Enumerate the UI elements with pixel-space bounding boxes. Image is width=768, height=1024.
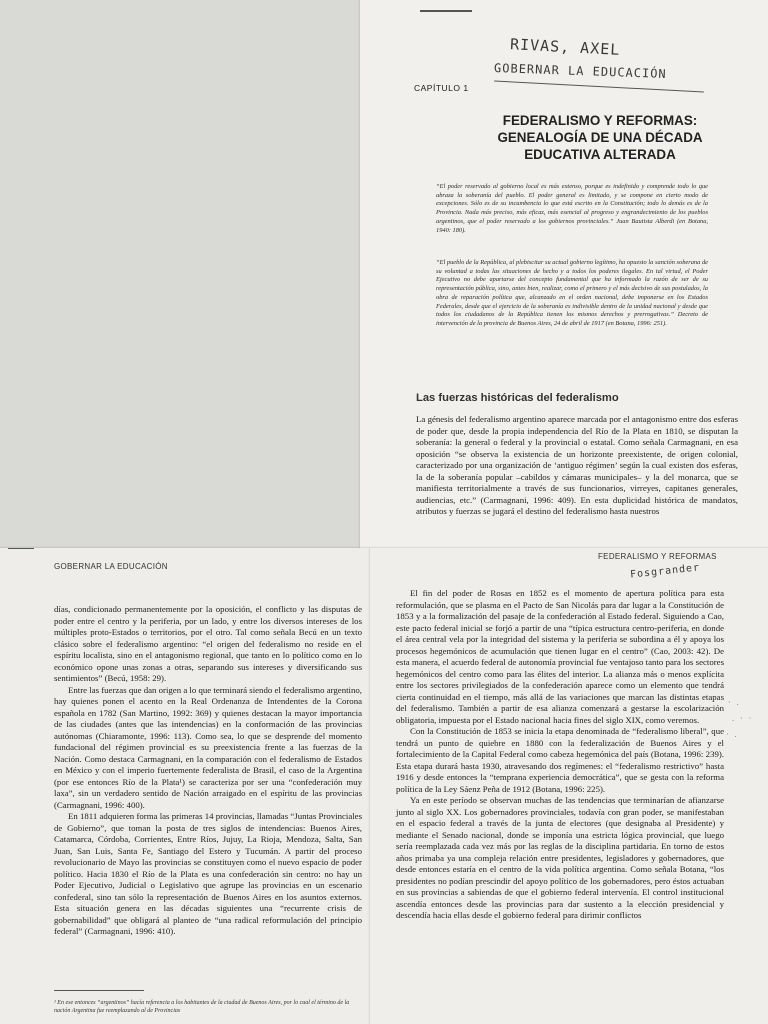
chapter-title-line-1: FEDERALISMO Y REFORMAS: xyxy=(502,113,698,128)
chapter-title-line-3: EDUCATIVA ALTERADA xyxy=(524,147,676,162)
handwritten-title-note: GOBERNAR LA EDUCACIÓN xyxy=(493,60,667,82)
handwritten-underline xyxy=(494,81,704,93)
running-head-left: GOBERNAR LA EDUCACIÓN xyxy=(54,562,168,571)
left-page-body xyxy=(54,604,362,938)
left-paragraph-2: Entre las fuerzas que dan origen a lo que terminará siendo el federalismo argentino, hay quienes ponen el acento en la Real Ordenanza de Intendentes de la Corona española en 1782 (San Martino, 1992: 369) y quienes destacan la mayor importancia de las ciudades (antes que las intendencias) en la conformación de las provincias autónomas (Chiaramonte, 1996: 113). Como sea, lo que se desprende del momento fundacional del régimen provincial es su preexistencia frente a las fuerzas de la Nación. Como destaca Carmagnani, en la comparación con el federalismo de Estados en México y con el imperio fuertemente federalista de Brasil, el caso de la Argentina (por ese entonces Río de la Plata¹) se caracteriza por ser una “confederación muy laxa”, sin un verdadero sentido de Nación arraigado en el espíritu de las provincias (Carmagnani, 1996: 400). xyxy=(54,684,362,810)
section-body-text xyxy=(416,414,738,518)
scan-noise: · . xyxy=(726,730,739,739)
chapter-opening-page xyxy=(360,0,768,548)
scan-mark xyxy=(420,10,472,12)
epigraph-decree-1917: “El pueblo de la República, al plebiscitar su actual gobierno legítimo, ha opuesto la sanción soberana de su voluntad a todas las situaciones de hecho y a todos los poderes ilegales. En tal virtud, el Poder Ejecutivo no debe apartarse del concepto fundamental que ha informado la razón de ser de su representación pública, sino, antes bien, realizar, como el primero y el más decisivo de sus postulados, la obra de reparación política que, alcanzado en el orden nacional, debe imponerse en los Estados Federales, desde que el ejercicio de la soberanía es indivisible dentro de la unidad nacional y desde que todos los ciudadanos de la República tienen los mismos derechos y prerrogativas.” Decreto de intervención de la provincia de Buenos Aires, 24 de abril de 1917 (en Botana, 1996: 251). xyxy=(436,259,708,327)
left-paragraph-3: En 1811 adquieren forma las primeras 14 provincias, llamadas “Juntas Provinciales de Gobierno”, que toman la posta de tres siglos de intendencias: Buenos Aires, Catamarca, Córdoba, Corrientes, Entre Ríos, Jujuy, La Rioja, Mendoza, Salta, San Juan, San Luis, Santa Fe, Santiago del Estero y Tucumán. A partir del proceso revolucionario de Mayo las provincias se constituyen como el nuevo espacio de poder político. Hacia 1830 el Río de la Plata es una confederación sin centro: no hay un Poder Ejecutivo, Judicial o Legislativo que agrupe las provincias en un escenario confederal, sino tan sólo la representación de Buenos Aires en los asuntos externos. Esta situación genera en las décadas siguientes una “recurrente crisis de gobernabilidad” que obligará al planteo de “una radical reformulación del principio federal” (Carmagnani, 1996: 410). xyxy=(54,811,362,936)
scan-noise: · . xyxy=(728,698,741,707)
footnote-1: ¹ En ese entonces “argentinos” hacía referencia a los habitantes de la ciudad de Buenos Aires, por lo cual el término de la nación Argentina fue reemplazando al de Provincias xyxy=(54,1000,350,1014)
footnote-separator xyxy=(54,990,144,991)
chapter-title xyxy=(440,112,760,163)
left-book-page xyxy=(0,548,370,1024)
handwritten-author-note: RIVAS, AXEL xyxy=(509,35,621,59)
body-paragraph: La génesis del federalismo argentino aparece marcada por el antagonismo entre dos esferas de poder que, desde la propia independencia del Río de la Plata en 1810, se disputan la soberanía: la general o federal y la provincial o estatal. Como señala Carmagnani, en esa oposición “se observa la existencia de un horizonte preexistente, de origen colonial, caracterizado por una organización de ‘antiguo régimen’ según la cual existen dos esferas, la de la soberanía popular –cabildos y cámaras municipales– y la del monarca, que se manifiesta territorialmente a través de sus funcionarios, virreyes, capitanes generales, audiencias, etc.” (Carmagnani, 1996: 409). En esta duplicidad histórica de mandatos, atributos y fuerzas se jugará el destino del federalismo hasta nuestros xyxy=(416,414,738,516)
right-paragraph-2: Con la Constitución de 1853 se inicia la etapa denominada de “federalismo liberal”, que tendrá un punto de quiebre en 1880 con la federalización de Buenos Aires y el fortalecimiento de la Capital Federal como cabeza hegemónica del país (Botana, 1996: 239). Esta etapa durará hasta 1930, atravesando dos regímenes: el “federalismo restrictivo” hasta 1916 y desde entonces la “temprana experiencia democrática”, que se gesta con la reforma política de la Ley Sáenz Peña de 1912 (Botana, 1996: 225). xyxy=(396,726,724,794)
section-heading: Las fuerzas históricas del federalismo xyxy=(416,392,619,404)
chapter-title-line-2: GENEALOGÍA DE UNA DÉCADA xyxy=(497,130,703,145)
epigraph-alberdi: “El poder reservado al gobierno local es más extenso, porque es indefinido y comprende todo lo que abraza la soberanía del pueblo. El poder general es limitado, y se compone en cierto modo de excepciones. Sólo es de su incumbencia lo que está escrito en la Constitución; todo lo demás es de la Provincia. Nada más preciso, más eficaz, más esencial al progreso y engrandecimiento de los pueblos argentinos, que el poder reservado a los gobiernos provinciales.” Juan Bautista Alberdi (en Botana, 1940: 180). xyxy=(436,183,708,234)
right-paragraph-1: El fin del poder de Rosas en 1852 es el momento de apertura política para esta reformulación, que se plasma en el Pacto de San Nicolás para dar lugar a la Constitución de 1853 y a la formalización del pasaje de la confederación al Estado federal. Siguiendo a Cao, este pacto federal inicial se forjó a partir de una “típica estructura centro-periferia, en donde el área central vela por la integridad del sistema y la periferia se subordina a él y apoya los procesos hegemónicos de acumulación que tienen lugar en el centro” (Cao, 2003: 42). De esta manera, el acuerdo federal de autonomía provincial fue ventajoso tanto para los sectores hegemónicos del centro como para las élites del interior. La alianza más o menos explícita entre los sectores privilegiados de la confederación aparece como un elemento que tendrá cierta continuidad en el tiempo, más allá de las variaciones que marcan las distintas etapas del federalismo. También a partir de esa alianza comenzará a gestarse la escolarización obligatoria, impuesta por el Estado nacional hacia fines del siglo XIX, como veremos. xyxy=(396,588,724,725)
left-paragraph-1: días, condicionado permanentemente por la oposición, el conflicto y las disputas de poder entre el centro y la periferia, por un lado, y entre los diversos intereses de los múltiples proto-Estados o territorios, por el otro. Tal como señala Becú en un texto clásico sobre el federalismo argentino: “el origen del federalismo no reside en el espíritu localista, sino en el antagonismo regional, que tanto en lo político como en lo económico opone unas zonas a otras, separando sus intereses y diversificando sus sentimientos” (Becú, 1958: 29). xyxy=(54,604,362,683)
right-page-body xyxy=(396,588,724,922)
right-paragraph-3: Ya en este período se observan muchas de las tendencias que terminarían de afianzarse junto al siglo XX. Los gobernadores provinciales, todavía con gran poder, se manifestaban en el espacio federal a través de la junta de electores (que designaba al Presidente) y mediante el Senado nacional, donde se imponía una estricta lógica provincial, que luego sería reemplazada cada vez más por las reglas de la disciplina partidaria. En torno de estos años primaba ya una compleja relación entre presidentes, legisladores y gobernadores, que desde entonces estaría en el centro de la vida política argentina. Como señala Botana, “los presidentes no podían prescindir del apoyo político de los gobernadores, pero éstos actuaban en sus provincias a sabiendas de que el gobierno federal intervenía. El control institucional ascendía entonces desde las provincias para dar sustento a la elección presidencial y descendía hacia ellas desde el gobierno federal para dirimir conflictos xyxy=(396,795,724,920)
scan-edge-mark xyxy=(8,548,34,549)
scan-noise: . · · xyxy=(732,714,754,723)
right-book-page xyxy=(370,548,768,1024)
chapter-label: CAPÍTULO 1 xyxy=(414,83,469,93)
running-head-right: FEDERALISMO Y REFORMAS xyxy=(598,552,717,561)
handwritten-margin-note: Fosgrander xyxy=(629,562,701,581)
